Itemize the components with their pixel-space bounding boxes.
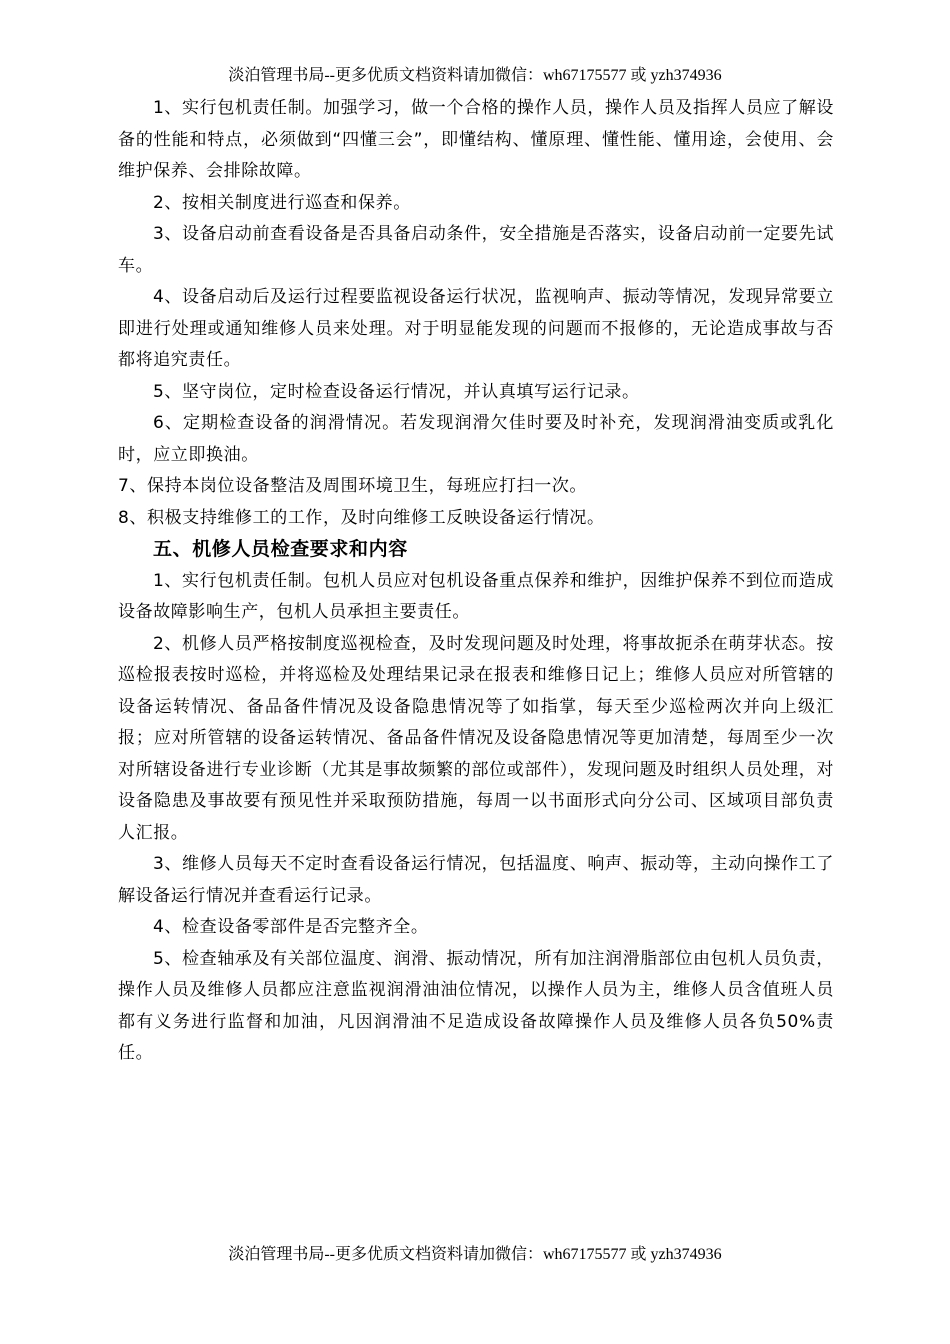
paragraph-5-5: 5、检查轴承及有关部位温度、润滑、振动情况，所有加注润滑脂部位由包机人员负责，操作人员及维修人员都应注意监视润滑油油位情况，以操作人员为主，维修人员含值班人员都有义务进行监督和加油，凡因润滑油不足造成设备故障操作人员及维修人员各负50%责任。 <box>118 948 834 1063</box>
paragraph-4-8: 8、积极支持维修工的工作，及时向维修工反映设备运行情况。 <box>118 507 605 528</box>
paragraph-4-4: 4、设备启动后及运行过程要监视设备运行状况，监视响声、振动等情况，发现异常要立即进行处理或通知维修人员来处理。对于明显能发现的问题而不报修的，无论造成事故与否都将追究责任。 <box>118 287 834 370</box>
paragraph-4-6: 6、定期检查设备的润滑情况。若发现润滑欠佳时要及时补充，发现润滑油变质或乳化时，应立即换油。 <box>118 413 834 465</box>
section-heading-5: 五、机修人员检查要求和内容 <box>153 538 408 560</box>
paragraph-5-3: 3、维修人员每天不定时查看设备运行情况，包括温度、响声、振动等，主动向操作工了解设备运行情况并查看运行记录。 <box>118 854 834 906</box>
paragraph-4-1: 1、实行包机责任制。加强学习，做一个合格的操作人员，操作人员及指挥人员应了解设备的性能和特点，必须做到“四懂三会”，即懂结构、懂原理、懂性能、懂用途，会使用、会维护保养、会排除故障。 <box>118 98 834 181</box>
document-body <box>118 93 834 1070</box>
paragraph-5-1: 1、实行包机责任制。包机人员应对包机设备重点保养和维护，因维护保养不到位而造成设备故障影响生产，包机人员承担主要责任。 <box>118 570 834 622</box>
paragraph-4-2: 2、按相关制度进行巡查和保养。 <box>153 192 411 213</box>
paragraph-5-4: 4、检查设备零部件是否完整齐全。 <box>153 917 429 937</box>
page-header: 淡泊管理书局--更多优质文档资料请加微信：wh67175577 或 yzh374936 <box>228 67 722 84</box>
paragraph-5-2: 2、机修人员严格按制度巡视检查，及时发现问题及时处理，将事故扼杀在萌芽状态。按巡检报表按时巡检，并将巡检及处理结果记录在报表和维修日记上；维修人员应对所管辖的设备运转情况、备品备件情况及设备隐患情况等了如指掌，每天至少巡检两次并向上级汇报；应对所管辖的设备运转情况、备品备件情况及设备隐患情况等更加清楚，每周至少一次对所辖设备进行专业诊断（尤其是事故频繁的部位或部件），发现问题及时组织人员处理，对设备隐患及事故要有预见性并采取预防措施，每周一以书面形式向分公司、区域项目部负责人汇报。 <box>118 633 834 843</box>
paragraph-4-3: 3、设备启动前查看设备是否具备启动条件，安全措施是否落实，设备启动前一定要先试车。 <box>118 224 834 276</box>
paragraph-4-5: 5、坚守岗位，定时检查设备运行情况，并认真填写运行记录。 <box>153 381 640 402</box>
page-footer: 淡泊管理书局--更多优质文档资料请加微信：wh67175577 或 yzh374936 <box>228 1246 722 1263</box>
paragraph-4-7: 7、保持本岗位设备整洁及周围环境卫生，每班应打扫一次。 <box>118 476 588 496</box>
